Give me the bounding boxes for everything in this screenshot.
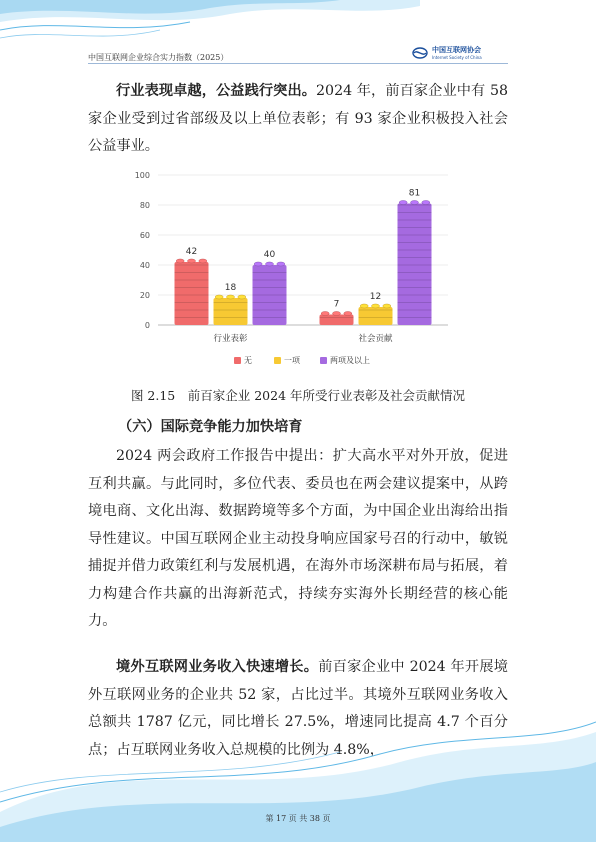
bar-stud xyxy=(372,304,380,308)
bar-stud xyxy=(399,201,407,205)
data-label: 42 xyxy=(185,247,198,257)
paragraph-international: 2024 两会政府工作报告中提出：扩大高水平对外开放，促进互利共赢。与此同时，多位代表、委员也在两会建议提案中，从跨境电商、文化出海、数据跨境等多个方面，为中国企业出海给出指导性建议。中国互联网企业主动投身响应国家号召的行动中，敏锐捕捉并借力政策红利与发展机遇，在海外市场深耕布局与拓展，着力构建合作共赢的出海新范式，持续夯实海外长期经营的核心能力。 xyxy=(88,448,508,629)
category-label: 行业表彰 xyxy=(213,334,248,344)
category-label: 社会贡献 xyxy=(358,334,393,344)
data-label: 7 xyxy=(333,299,340,310)
bar-stud xyxy=(333,312,341,316)
bar-stud xyxy=(321,312,329,316)
bar-1-0 xyxy=(214,298,248,325)
bar-stud xyxy=(266,262,274,266)
section-title: （六）国际竞争能力加快培育 xyxy=(118,419,303,435)
bar-0-1 xyxy=(320,315,354,326)
y-tick-label: 80 xyxy=(139,201,150,210)
paragraph-awards-body: 2024 年，前百家企业中有 58 家企业受到过省部级及以上单位表彰；有 93 家企业积极投入社会公益事业。 xyxy=(88,83,508,154)
page-footer: 第 17 页 共 38 页 xyxy=(265,814,331,823)
data-label: 18 xyxy=(224,283,237,293)
legend-label: 一项 xyxy=(284,356,300,365)
bar-stud xyxy=(176,259,184,263)
bar-stud xyxy=(238,295,246,299)
paragraph-awards-lead: 行业表现卓越，公益践行突出。 xyxy=(116,83,317,99)
bar-stud xyxy=(360,304,368,308)
legend-label: 两项及以上 xyxy=(330,356,370,365)
bar-stud xyxy=(188,259,196,263)
legend-swatch xyxy=(320,357,327,364)
bar-stud xyxy=(215,295,223,299)
bar-stud xyxy=(227,295,235,299)
header-logo xyxy=(412,46,482,60)
legend-label: 无 xyxy=(244,356,252,365)
y-tick-label: 60 xyxy=(139,231,150,240)
y-tick-label: 40 xyxy=(139,261,150,270)
bar-stud xyxy=(422,201,430,205)
paragraph-overseas-lead: 境外互联网业务收入快速增长。 xyxy=(116,659,319,675)
data-label: 81 xyxy=(408,188,421,199)
header-divider xyxy=(88,63,508,64)
y-tick-label: 0 xyxy=(144,321,150,330)
y-tick-label: 100 xyxy=(134,171,150,180)
bar-stud xyxy=(254,262,262,266)
data-label: 40 xyxy=(263,250,276,260)
bar-2-1 xyxy=(398,204,432,326)
bar-stud xyxy=(344,312,352,316)
paragraph-overseas-body: 前百家企业中 2024 年开展境外互联网业务的企业共 52 家，占比过半。其境外互联网业务收入总额共 1787 亿元，同比增长 27.5%，增速同比提高 4.7 个百分点；占互联网业务收入总规模的比例为 4.8%， xyxy=(88,659,508,758)
logo-text-en: Internet Society of China xyxy=(432,55,482,60)
bar-stud xyxy=(199,259,207,263)
figure-caption: 图 2.15 前百家企业 2024 年所受行业表彰及社会贡献情况 xyxy=(130,388,466,403)
data-label: 12 xyxy=(369,292,382,302)
awards-contribution-bar-chart xyxy=(118,165,458,375)
isc-logo-icon xyxy=(412,47,428,59)
y-tick-label: 20 xyxy=(139,291,150,300)
bar-0-0 xyxy=(175,262,209,325)
legend-swatch xyxy=(274,357,281,364)
bar-stud xyxy=(411,201,419,205)
bar-stud xyxy=(277,262,285,266)
logo-text-cn: 中国互联网协会 xyxy=(432,46,481,54)
bar-stud xyxy=(383,304,391,308)
header-title: 中国互联网企业综合实力指数（2025） xyxy=(88,53,229,62)
legend-swatch xyxy=(234,357,241,364)
top-wave-decoration xyxy=(0,0,596,60)
paragraph-awards xyxy=(88,78,508,161)
